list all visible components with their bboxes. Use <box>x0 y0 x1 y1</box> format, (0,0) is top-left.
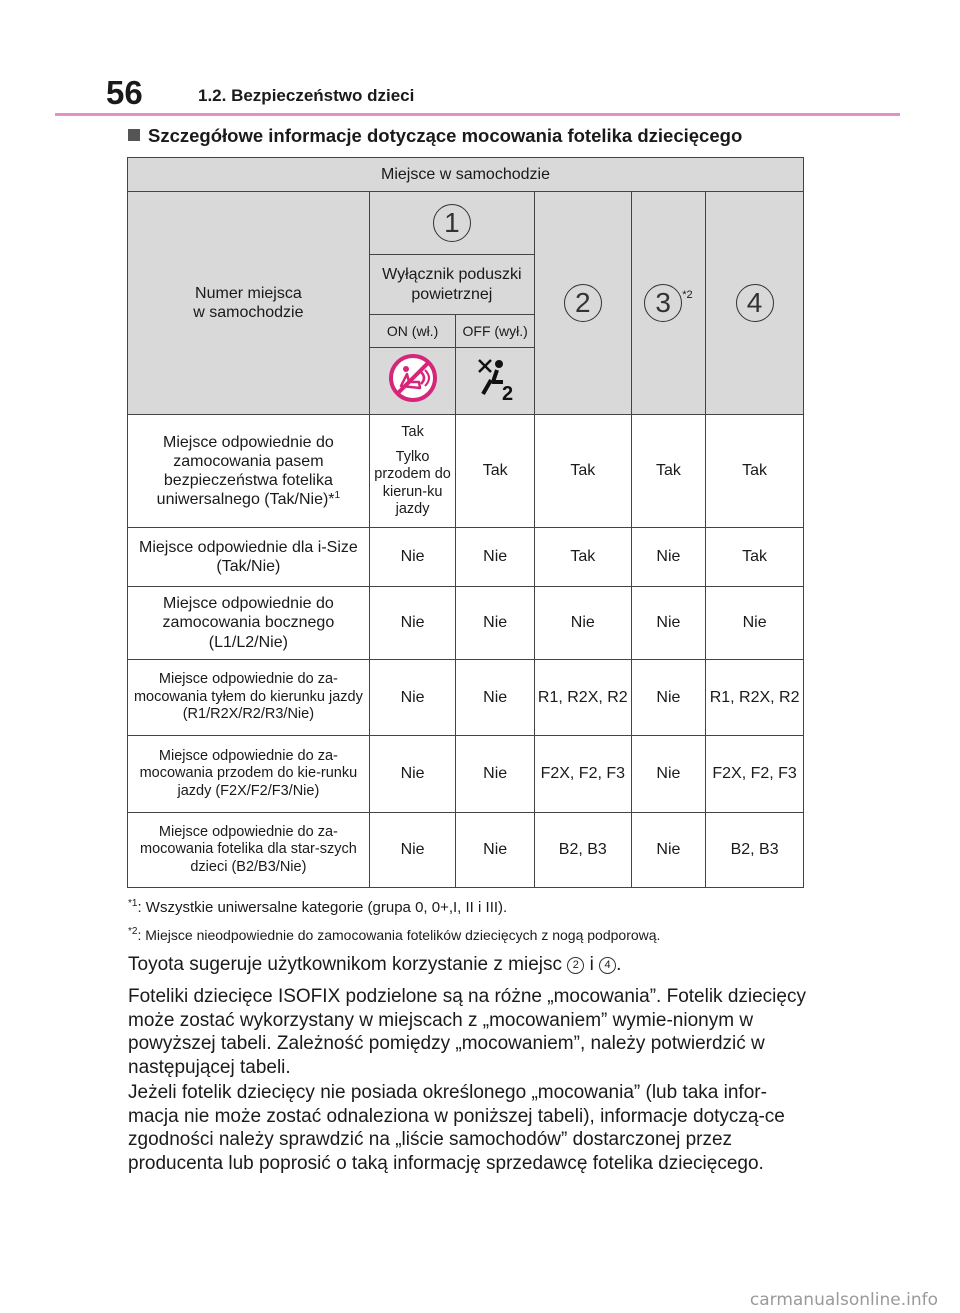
table-cell: Tak <box>706 528 804 587</box>
airbag-switch-label: Wyłącznik poduszki powietrznej <box>369 255 534 315</box>
row-label: Miejsce odpowiednie dla i-Size (Tak/Nie) <box>128 528 370 587</box>
table-cell: Tak <box>534 528 631 587</box>
recommendation-text: Toyota sugeruje użytkownikom korzystanie z miejsc 2 i 4 . <box>128 954 622 975</box>
isofix-paragraph-1: Foteliki dziecięce ISOFIX podzielone są na różne „mocowania”. Fotelik dziecięcy może zostać wykorzystany w miejscach z „mocowaniem” wymie-nionym w powyższej tabeli. Zależność pomiędzy „mocowaniem”, należy potwierdzić w następującej tabeli. <box>128 986 806 1078</box>
section-heading: 1.2. Bezpieczeństwo dzieci <box>198 86 415 105</box>
seat-number-label: Numer miejsca w samochodzie <box>128 192 370 415</box>
table-cell: Nie <box>631 660 706 736</box>
airbag-on-label: ON (wł.) <box>369 315 456 348</box>
section-title-text: Szczegółowe informacje dotyczące mocowania fotelika dziecięcego <box>148 125 743 146</box>
table-cell: Nie <box>369 813 456 888</box>
seat-2-header <box>534 192 631 415</box>
seat-3-note: *2 <box>682 289 693 301</box>
table-cell: Nie <box>369 736 456 813</box>
table-cell: Nie <box>369 587 456 660</box>
airbag-off-icon <box>469 352 521 404</box>
table-row <box>128 736 804 813</box>
header-rule <box>55 113 900 116</box>
table-cell: R1, R2X, R2 <box>706 660 804 736</box>
table-row <box>128 528 804 587</box>
table-row <box>128 587 804 660</box>
table-cell: B2, B3 <box>534 813 631 888</box>
table-cell: Nie <box>456 813 535 888</box>
table-cell: Nie <box>456 660 535 736</box>
table-cell: Tak <box>631 415 706 528</box>
table-cell: F2X, F2, F3 <box>706 736 804 813</box>
row-label: Miejsce odpowiednie do za-mocowania tyłem do kierunku jazdy (R1/R2X/R2/R3/Nie) <box>128 660 370 736</box>
table-cell: Tak <box>456 415 535 528</box>
seat-2-circle: 2 <box>564 284 602 322</box>
table-cell: Nie <box>369 528 456 587</box>
table-cell: Nie <box>456 528 535 587</box>
table-cell: Nie <box>631 813 706 888</box>
watermark: carmanualsonline.info <box>749 1290 938 1310</box>
airbag-on-icon-cell <box>369 348 456 415</box>
table-cell: Tak Tylko przodem do kierun-ku jazdy <box>369 415 456 528</box>
section-title <box>128 125 828 147</box>
seat-3-circle: 3 <box>644 284 682 322</box>
table-cell: Nie <box>706 587 804 660</box>
seat-2-small-circle: 2 <box>567 957 584 974</box>
row-label: Miejsce odpowiednie do zamocowania pasem bezpieczeństwa fotelika uniwersalnego (Tak/Nie)*$^1$ <box>128 415 370 528</box>
table-cell: Nie <box>534 587 631 660</box>
footnote-1: $^{*1}$: Wszystkie uniwersalne kategorie (grupa 0, 0+,I, II i III). <box>128 898 508 916</box>
isofix-table <box>127 157 804 888</box>
isofix-paragraph-2: Jeżeli fotelik dziecięcy nie posiada określonego „mocowania” (lub taka infor-macja nie może zostać odnaleziona w poniższej tabeli), informacje dotyczą-ce zgodności należy sprawdzić na „liście samochodów” dostarczonej przez producenta lub poprosić o taką informację sprzedawcę fotelika dziecięcego. <box>128 1082 785 1174</box>
table-row <box>128 813 804 888</box>
airbag-prohibit-icon <box>387 352 439 404</box>
table-cell: F2X, F2, F3 <box>534 736 631 813</box>
airbag-off-label: OFF (wył.) <box>456 315 535 348</box>
seat-4-circle: 4 <box>736 284 774 322</box>
table-cell: Nie <box>456 736 535 813</box>
table-cell: Nie <box>456 587 535 660</box>
seat-4-small-circle: 4 <box>599 957 616 974</box>
table-cell: Tak <box>534 415 631 528</box>
table-row <box>128 415 804 528</box>
seat-1-header <box>369 192 534 255</box>
airbag-off-icon-cell <box>456 348 535 415</box>
table-cell: Nie <box>631 587 706 660</box>
table-cell: B2, B3 <box>706 813 804 888</box>
bullet-square-icon <box>128 129 140 141</box>
footnote-2: $^{*2}$: Miejsce nieodpowiednie do zamocowania fotelików dziecięcych z nogą podporową. <box>128 926 661 943</box>
table-cell: R1, R2X, R2 <box>534 660 631 736</box>
row-label: Miejsce odpowiednie do za-mocowania przodem do kie-runku jazdy (F2X/F2/F3/Nie) <box>128 736 370 813</box>
table-cell: Nie <box>631 736 706 813</box>
table-row <box>128 660 804 736</box>
table-top-header: Miejsce w samochodzie <box>128 158 804 192</box>
seat-3-header <box>631 192 706 415</box>
row-label-note: 1 <box>334 490 341 502</box>
page-number: 56 <box>106 74 143 111</box>
seat-1-circle: 1 <box>433 204 471 242</box>
seat-4-header <box>706 192 804 415</box>
table-cell: Nie <box>631 528 706 587</box>
table-cell: Tak <box>706 415 804 528</box>
svg-text:2: 2 <box>502 383 514 405</box>
row-label: Miejsce odpowiednie do zamocowania bocznego (L1/L2/Nie) <box>128 587 370 660</box>
table-cell: Nie <box>369 660 456 736</box>
row-label: Miejsce odpowiednie do za-mocowania fotelika dla star-szych dzieci (B2/B3/Nie) <box>128 813 370 888</box>
